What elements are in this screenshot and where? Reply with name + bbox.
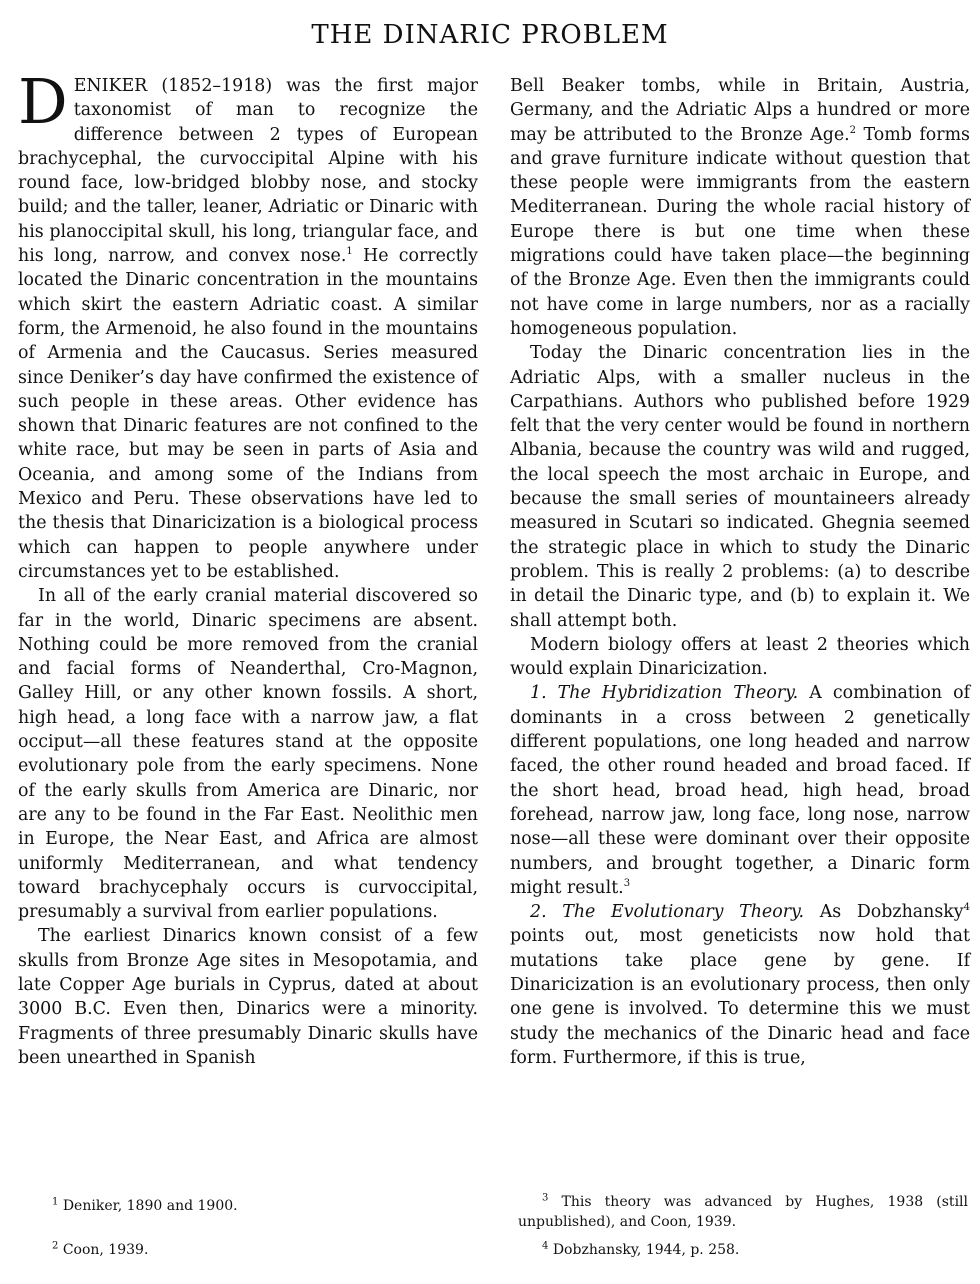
paragraph-text: points out, most geneticists now hold that mutations take place gene by gene. If Dinaricization is an evolutionary process, then only one gene is involved. To determine this we must study the mechanics of the Dinaric head and face form. Furthermore, if this is true, [510, 926, 970, 1068]
paragraph-text: Tomb forms and grave furniture indicate without question that these people were immigrants from the eastern Mediterranean. During the whole racial history of Europe there is but one time when these migrations could have taken place—the beginning of the Bronze Age. Even then the immigrants could not have come in large numbers, nor as a racially homogeneous population. [510, 124, 970, 339]
footnote [52, 1196, 452, 1216]
footnote-mark: 2 [52, 1240, 59, 1252]
footnote-text: Dobzhansky, 1944, p. 258. [548, 1242, 740, 1258]
section-heading: 2. The Evolutionary Theory. [530, 902, 805, 923]
footnote [518, 1192, 968, 1232]
footnote-ref: 3 [623, 878, 631, 889]
paragraph-text: A combination of dominants in a cross between 2 genetically different populations, one long headed and narrow faced, the other round headed and broad faced. If the short head, broad head, high head, broad forehead, narrow jaw, long face, long nose, narrow nose—all these were dominant over their opposite numbers, and brought together, a Dinaric form might result. [510, 683, 970, 898]
paragraph [18, 65, 478, 584]
paragraph: Modern biology offers at least 2 theories which would explain Dinaricization. [510, 634, 970, 680]
footnote-ref: 1 [346, 246, 353, 258]
footnote-text: This theory was advanced by Hughes, 1938 (still unpublished), and Coon, 1939. [518, 1194, 968, 1230]
paragraph-text: As Dobzhansky [804, 902, 964, 923]
footnote-mark: 4 [542, 1240, 549, 1252]
paragraph [510, 681, 970, 900]
paragraph: The earliest Dinarics known consist of a few skulls from Bronze Age sites in Mesopotamia, and late Copper Age burials in Cyprus, dated at about 3000 B.C. Even then, Dinarics were a minority. Fragments of three presumably Dinaric skulls have been unearthed in Spanish [18, 926, 478, 1068]
left-column [18, 65, 478, 1070]
drop-cap: D [18, 65, 68, 138]
footnote-ref: 2 [849, 124, 857, 136]
footnote-ref: 4 [963, 902, 970, 914]
paragraph [510, 74, 970, 341]
page-title: THE DINARIC PROBLEM [311, 20, 669, 50]
right-column [510, 74, 970, 1070]
lead-word: ENIKER [73, 76, 148, 96]
paragraph-text: He correctly located the Dinaric concentration in the mountains which skirt the eastern Adriatic coast. A similar form, the Armenoid, he also found in the mountains of Armenia and the Caucasus. Series measured since Deniker’s day have confirmed the existence of such people in these areas. Other evidence has shown that Dinaric features are not confined to the white race, but may be seen in parts of Asia and Oceania, and among some of the Indians from Mexico and Peru. These observations have led to the thesis that Dinaricization is a biological process which can happen to people anywhere under circumstances yet to be established. [18, 246, 478, 582]
footnote-text: Deniker, 1890 and 1900. [58, 1198, 238, 1214]
paragraph: Today the Dinaric concentration lies in the Adriatic Alps, with a smaller nucleus in the Carpathians. Authors who published before 1929 felt that the very center would be found in northern Albania, because the country was wild and rugged, the local speech the most archaic in Europe, and because the small series of mountaineers already measured in Scutari so indicated. Ghegnia seemed the strategic place in which to study the Dinaric problem. This is really 2 problems: (a) to describe in detail the Dinaric type, and (b) to explain it. We shall attempt both. [510, 343, 970, 631]
paragraph-text: Bell Beaker tombs, while in Britain, Austria, Germany, and the Adriatic Alps a hundred or more may be attributed to the Bronze Age. [510, 76, 970, 145]
footnote [542, 1240, 962, 1260]
paragraph [510, 900, 970, 1070]
section-heading: 1. The Hybridization Theory. [530, 683, 799, 704]
paragraph: In all of the early cranial material discovered so far in the world, Dinaric specimens are absent. Nothing could be more removed from the cranial and facial forms of Neanderthal, Cro-Magnon, Galley Hill, or any other known fossils. A short, high head, a long face with a narrow jaw, a flat occiput—all these features stand at the opposite evolutionary pole from the early specimens. None of the early skulls from America are Dinaric, nor are any to be found in the Far East. Neolithic men in Europe, the Near East, and Africa are almost uniformly Mediterranean, and what tendency toward brachycephaly occurs is curvoccipital, presumably a survival from earlier populations. [18, 586, 478, 923]
footnote [52, 1240, 452, 1260]
footnote-mark: 1 [52, 1196, 59, 1208]
paragraph-text: (1852–1918) was the first major taxonomist of man to recognize the difference between 2 types of European brachycephal, the curvoccipital Alpine with his round face, low-bridged blobby nose, and stocky build; and the taller, leaner, Adriatic or Dinaric with his planoccipital skull, his long, triangular face, and his long, narrow, and convex nose. [18, 76, 478, 267]
footnote-text: Coon, 1939. [58, 1242, 149, 1258]
footnote-mark: 3 [542, 1192, 549, 1204]
